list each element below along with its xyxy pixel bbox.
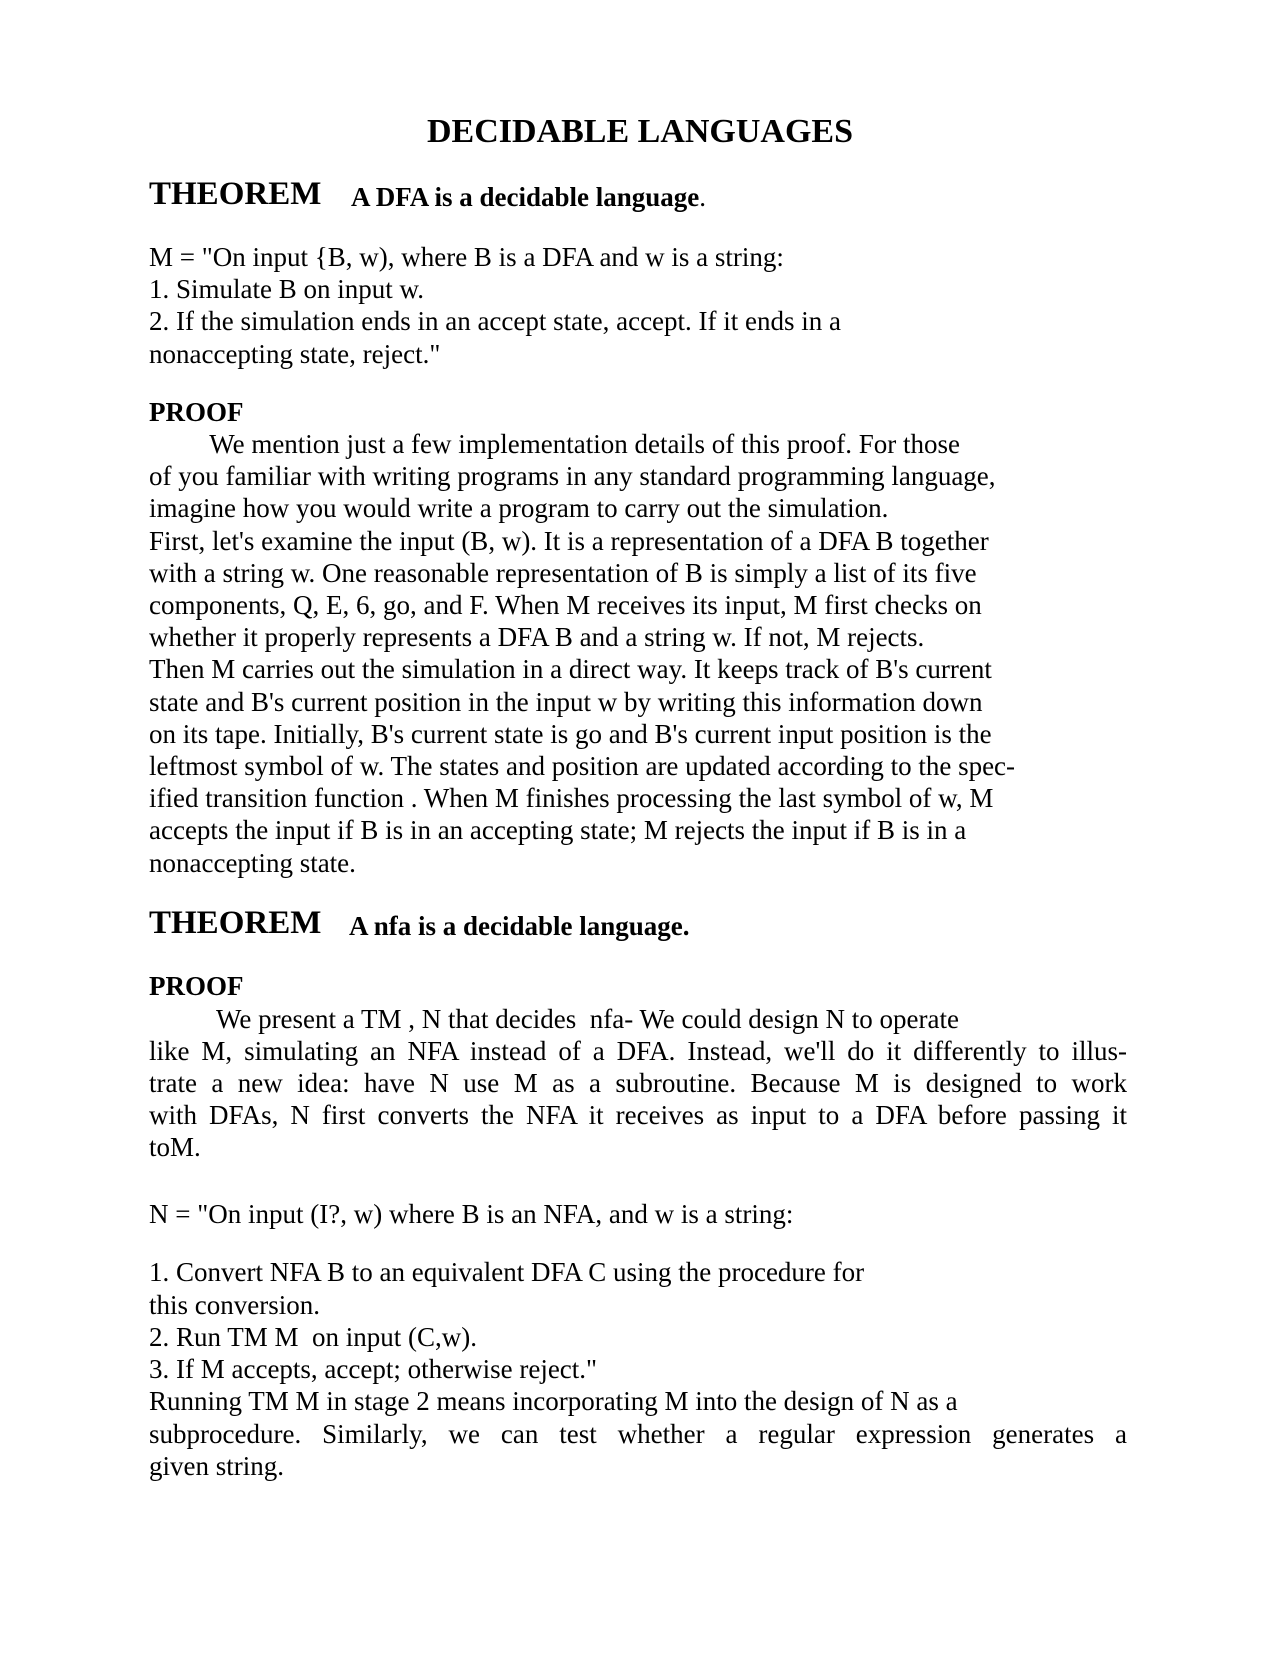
proof-1-line: on its tape. Initially, B's current state is go and B's current input position is the <box>149 719 992 749</box>
proof-2-line: like M, simulating an NFA instead of a DFA. Instead, we'll do it differently to illus- <box>149 1036 1127 1066</box>
proof-1-line: First, let's examine the input (B, w). It is a representation of a DFA B together <box>149 526 989 556</box>
machine-n-step: this conversion. <box>149 1290 320 1320</box>
machine-n-header: N = "On input (I?, w) where B is an NFA, and w is a string: <box>149 1199 794 1229</box>
proof-1-line: ified transition function . When M finishes processing the last symbol of w, M <box>149 783 994 813</box>
theorem-1-statement-text: A DFA is a decidable language <box>351 182 700 212</box>
proof-2-line: toM. <box>149 1132 201 1162</box>
theorem-1-statement <box>351 181 706 213</box>
proof-2-line: We present a TM , N that decides nfa- We could design N to operate <box>149 1004 959 1034</box>
theorem-1-period: . <box>699 182 707 212</box>
closing-line: subprocedure. Similarly, we can test whether a regular expression generates a <box>149 1419 1127 1449</box>
proof-1-line: whether it properly represents a DFA B and a string w. If not, M rejects. <box>149 622 925 652</box>
closing-line: Running TM M in stage 2 means incorporating M into the design of N as a <box>149 1386 958 1416</box>
proof-2-line: trate a new idea: have N use M as a subroutine. Because M is designed to work <box>149 1068 1127 1098</box>
machine-m-line: nonaccepting state, reject." <box>149 339 441 369</box>
proof-1-line: We mention just a few implementation details of this proof. For those <box>149 429 960 459</box>
proof-1-line: of you familiar with writing programs in any standard programming language, <box>149 461 996 491</box>
proof-1-line: accepts the input if B is in an accepting state; M rejects the input if B is in a <box>149 815 967 845</box>
proof-1-label: PROOF <box>149 397 244 427</box>
proof-1-line: imagine how you would write a program to carry out the simulation. <box>149 493 889 523</box>
machine-m-line: 1. Simulate B on input w. <box>149 274 424 304</box>
machine-m-line: 2. If the simulation ends in an accept state, accept. If it ends in a <box>149 306 842 336</box>
machine-n-step: 1. Convert NFA B to an equivalent DFA C using the procedure for <box>149 1257 865 1287</box>
proof-1-line: components, Q, E, 6, go, and F. When M receives its input, M first checks on <box>149 590 982 620</box>
machine-n-step: 2. Run TM M on input (C,w). <box>149 1322 478 1352</box>
closing-line: given string. <box>149 1451 284 1481</box>
proof-1-line: state and B's current position in the input w by writing this information down <box>149 687 983 717</box>
proof-1-line: Then M carries out the simulation in a direct way. It keeps track of B's current <box>149 654 992 684</box>
proof-2-label: PROOF <box>149 971 244 1001</box>
page-title: DECIDABLE LANGUAGES <box>426 113 854 150</box>
theorem-1-label: THEOREM <box>149 176 322 212</box>
proof-1-line: leftmost symbol of w. The states and position are updated according to the spec- <box>149 751 1016 781</box>
proof-1-line: nonaccepting state. <box>149 848 356 878</box>
machine-m-line: M = "On input {B, w), where B is a DFA and w is a string: <box>149 242 784 272</box>
proof-2-line: with DFAs, N first converts the NFA it receives as input to a DFA before passing it <box>149 1100 1127 1130</box>
proof-1-line: with a string w. One reasonable representation of B is simply a list of its five <box>149 558 977 588</box>
theorem-2-label: THEOREM <box>149 905 322 941</box>
machine-n-step: 3. If M accepts, accept; otherwise reject." <box>149 1354 598 1384</box>
theorem-2-statement: A nfa is a decidable language. <box>349 911 690 941</box>
